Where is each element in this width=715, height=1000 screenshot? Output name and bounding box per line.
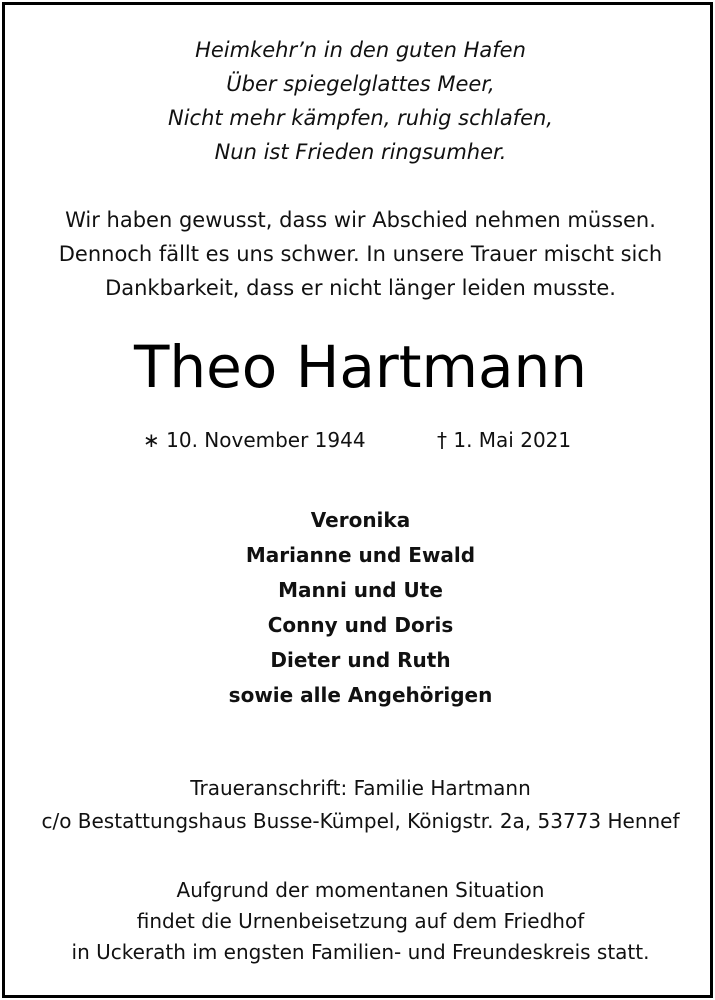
intro-line: Dennoch fällt es uns schwer. In unsere Trauer mischt sich bbox=[58, 242, 663, 266]
mourning-address bbox=[5, 772, 715, 838]
poem-line: Über spiegelglattes Meer, bbox=[226, 72, 495, 96]
intro-text bbox=[5, 203, 715, 305]
family-member: Conny und Doris bbox=[267, 613, 454, 637]
intro-line: Wir haben gewusst, dass wir Abschied nehmen müssen. bbox=[65, 208, 656, 232]
birth-date: ∗ 10. November 1944 bbox=[143, 428, 366, 452]
poem bbox=[5, 33, 715, 169]
burial-notice bbox=[5, 875, 715, 968]
relatives-line: sowie alle Angehörigen bbox=[228, 683, 493, 707]
address-line: c/o Bestattungshaus Busse-Kümpel, Königstr. 2a, 53773 Hennef bbox=[41, 809, 680, 833]
death-date: † 1. Mai 2021 bbox=[437, 428, 572, 452]
obituary-frame bbox=[2, 2, 713, 998]
family-member: Dieter und Ruth bbox=[270, 648, 451, 672]
family-list bbox=[5, 503, 715, 713]
poem-line: Nun ist Frieden ringsumher. bbox=[214, 140, 507, 164]
family-member: Veronika bbox=[310, 508, 411, 532]
deceased-name: Theo Hartmann bbox=[133, 333, 588, 401]
notice-line: Aufgrund der momentanen Situation bbox=[176, 878, 545, 902]
family-member: Manni und Ute bbox=[278, 578, 443, 602]
life-dates bbox=[5, 426, 715, 454]
address-line: Traueranschrift: Familie Hartmann bbox=[190, 776, 531, 800]
intro-line: Dankbarkeit, dass er nicht länger leiden musste. bbox=[105, 276, 616, 300]
notice-line: findet die Urnenbeisetzung auf dem Friedhof bbox=[136, 909, 585, 933]
poem-line: Heimkehr’n in den guten Hafen bbox=[195, 38, 526, 62]
poem-line: Nicht mehr kämpfen, ruhig schlafen, bbox=[168, 106, 553, 130]
family-member: Marianne und Ewald bbox=[245, 543, 476, 567]
notice-line: in Uckerath im engsten Familien- und Freundeskreis statt. bbox=[71, 940, 650, 964]
